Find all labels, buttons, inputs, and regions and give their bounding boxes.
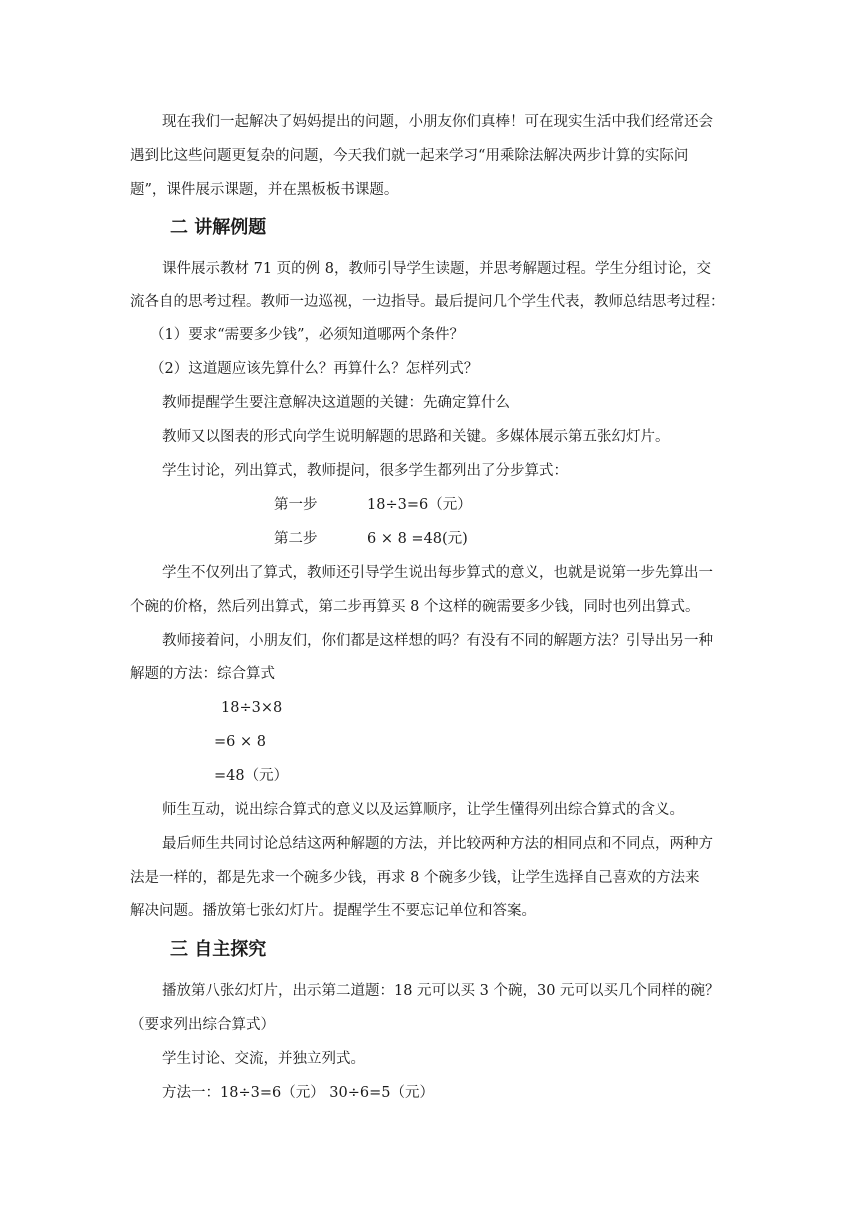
section-heading-explain-example: 二 讲解例题 — [170, 217, 267, 238]
section3-paragraph-2: 学生讨论、交流，并独立列式。 — [162, 1051, 365, 1067]
combined-calc-line-3: =48（元） — [214, 768, 289, 784]
section2-paragraph-4: 学生讨论，列出算式，教师提问，很多学生都列出了分步算式： — [162, 463, 568, 479]
intro-line-2: 遇到比这些问题更复杂的问题，今天我们就一起来学习“用乘除法解决两步计算的实际问 — [130, 148, 689, 164]
section-heading-self-exploration: 三 自主探究 — [170, 939, 267, 960]
section2-paragraph-6-line-1: 教师接着问，小朋友们，你们都是这样想的吗？有没有不同的解题方法？引导出另一种 — [162, 633, 713, 649]
section2-paragraph-5-line-1: 学生不仅列出了算式，教师还引导学生说出每步算式的意义，也就是说第一步先算出一 — [162, 565, 713, 581]
section2-paragraph-6-line-2: 解题的方法：综合算式 — [130, 666, 275, 682]
question-2: （2）这道题应该先算什么？再算什么？怎样列式？ — [150, 361, 479, 377]
section2-paragraph-1-line-2: 流各自的思考过程。教师一边巡视，一边指导。最后提问几个学生代表，教师总结思考过程： — [130, 294, 725, 310]
section2-paragraph-3: 教师又以图表的形式向学生说明解题的思路和关键。多媒体展示第五张幻灯片。 — [162, 429, 670, 445]
section3-method-1: 方法一：18÷3=6（元） 30÷6=5（元） — [162, 1085, 435, 1101]
question-1: （1）要求“需要多少钱”，必须知道哪两个条件？ — [150, 327, 465, 343]
section2-paragraph-2: 教师提醒学生要注意解决这道题的关键：先确定算什么 — [162, 395, 510, 411]
step-2-label: 第二步 — [274, 531, 318, 547]
combined-calc-line-2: =6 × 8 — [214, 734, 266, 750]
section2-paragraph-5-line-2: 个碗的价格，然后列出算式，第二步再算买 8 个这样的碗需要多少钱，同时也列出算式。 — [130, 599, 700, 615]
step-1-label: 第一步 — [274, 497, 318, 513]
section2-paragraph-8-line-1: 最后师生共同讨论总结这两种解题的方法，并比较两种方法的相同点和不同点，两种方 — [162, 836, 713, 852]
section3-paragraph-1-line-2: （要求列出综合算式） — [130, 1017, 275, 1033]
intro-line-1: 现在我们一起解决了妈妈提出的问题，小朋友你们真棒！可在现实生活中我们经常还会 — [162, 114, 713, 130]
section2-paragraph-8-line-3: 解决问题。播放第七张幻灯片。提醒学生不要忘记单位和答案。 — [130, 903, 536, 919]
step-2-expression: 6 × 8 =48(元) — [367, 531, 468, 547]
step-1-expression: 18÷3=6（元） — [367, 497, 472, 513]
section2-paragraph-7: 师生互动，说出综合算式的意义以及运算顺序，让学生懂得列出综合算式的含义。 — [162, 802, 684, 818]
combined-calc-line-1: 18÷3×8 — [221, 700, 283, 716]
intro-line-3: 题”，课件展示课题，并在黑板板书课题。 — [130, 182, 399, 198]
section3-paragraph-1-line-1: 播放第八张幻灯片，出示第二道题：18 元可以买 3 个碗，30 元可以买几个同样的碗？ — [162, 983, 720, 999]
section2-paragraph-1-line-1: 课件展示教材 71 页的例 8，教师引导学生读题，并思考解题过程。学生分组讨论，交 — [162, 261, 712, 277]
section2-paragraph-8-line-2: 法是一样的，都是先求一个碗多少钱，再求 8 个碗多少钱，让学生选择自己喜欢的方法来 — [130, 870, 700, 886]
